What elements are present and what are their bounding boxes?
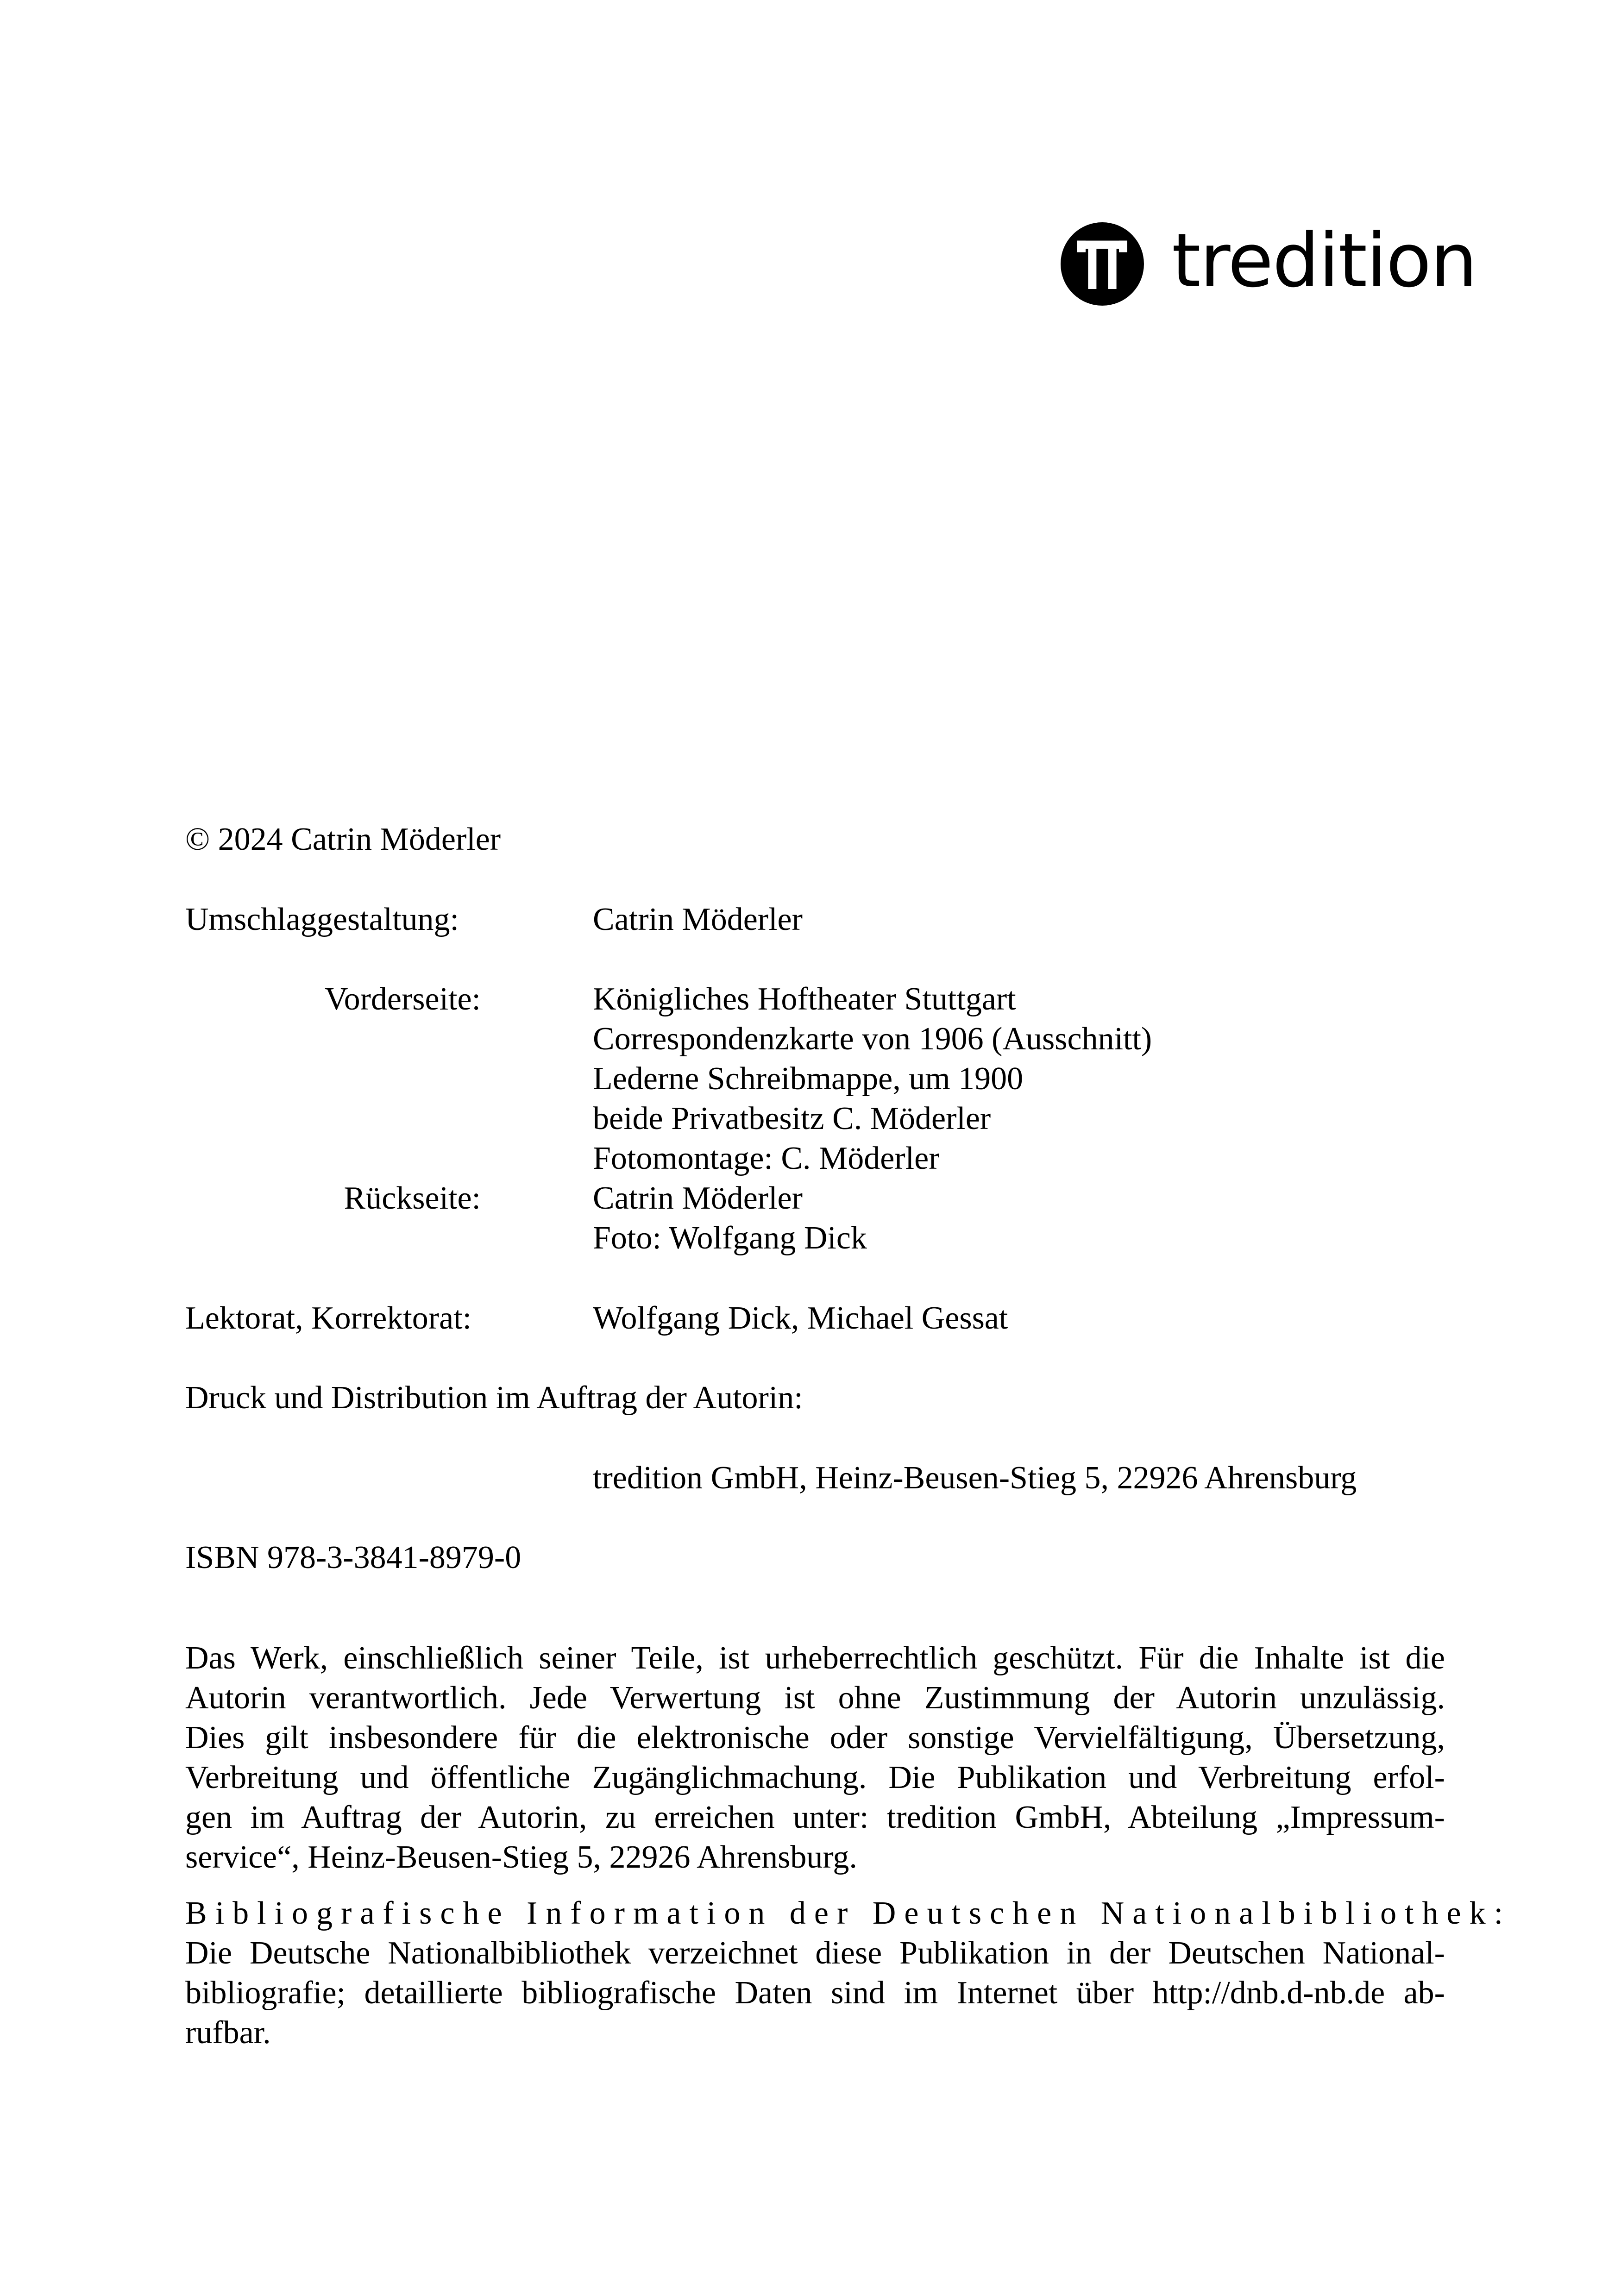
bibliographic-info: [185, 1894, 1512, 2053]
publisher-wordmark: tredition: [1172, 217, 1476, 304]
legal-notice: [185, 1638, 1445, 1877]
legal-notice-line: Autorin verantwortlich. Jede Verwertung ist ohne Zustimmung der Autorin unzulässig.: [185, 1680, 1445, 1716]
distribution-label: Druck und Distribution im Auftrag der Autorin:: [185, 1380, 803, 1416]
copyright-line: © 2024 Catrin Möderler: [185, 822, 501, 857]
legal-notice-line: Verbreitung und öffentliche Zugänglichmachung. Die Publikation und Verbreitung erfol-: [185, 1760, 1445, 1795]
bibliographic-line: rufbar.: [185, 2015, 271, 2051]
distribution-address: tredition GmbH, Heinz-Beusen-Stieg 5, 22926 Ahrensburg: [593, 1460, 1357, 1496]
back-side-label: Rückseite:: [344, 1180, 481, 1216]
legal-notice-line: service“, Heinz-Beusen-Stieg 5, 22926 Ahrensburg.: [185, 1839, 857, 1875]
bibliographic-heading: Bibliografische Information der Deutschen Nationalbibliothek:: [185, 1895, 1512, 1931]
front-side-label: Vorderseite:: [325, 981, 481, 1017]
tredition-t-icon: [1061, 222, 1144, 306]
bibliographic-line: Die Deutsche Nationalbibliothek verzeichnet diese Publikation in der Deutschen National-: [185, 1935, 1445, 1971]
editing-label: Lektorat, Korrektorat:: [185, 1300, 472, 1336]
cover-design-value: Catrin Möderler: [593, 902, 803, 937]
legal-notice-line: gen im Auftrag der Autorin, zu erreichen unter: tredition GmbH, Abteilung „Impressum-: [185, 1800, 1445, 1835]
isbn: ISBN 978-3-3841-8979-0: [185, 1540, 521, 1575]
legal-notice-line: Das Werk, einschließlich seiner Teile, ist urheberrechtlich geschützt. Für die Inhalte ist die: [185, 1640, 1445, 1676]
front-side-line: Königliches Hoftheater Stuttgart: [593, 981, 1016, 1017]
back-side-line: Foto: Wolfgang Dick: [593, 1220, 867, 1256]
front-side-line: Fotomontage: C. Möderler: [593, 1141, 940, 1176]
back-side-line: Catrin Möderler: [593, 1180, 803, 1216]
legal-notice-line: Dies gilt insbesondere für die elektronische oder sonstige Vervielfältigung, Übersetzung,: [185, 1720, 1445, 1756]
cover-design-label: Umschlaggestaltung:: [185, 902, 459, 937]
publisher-logo: [1061, 217, 1476, 319]
bibliographic-line: bibliografie; detaillierte bibliografische Daten sind im Internet über http://dnb.d-nb.de ab-: [185, 1975, 1445, 2011]
front-side-line: Correspondenzkarte von 1906 (Ausschnitt): [593, 1021, 1152, 1057]
editing-value: Wolfgang Dick, Michael Gessat: [593, 1300, 1008, 1336]
front-side-line: beide Privatbesitz C. Möderler: [593, 1101, 991, 1136]
front-side-line: Lederne Schreibmappe, um 1900: [593, 1061, 1024, 1097]
